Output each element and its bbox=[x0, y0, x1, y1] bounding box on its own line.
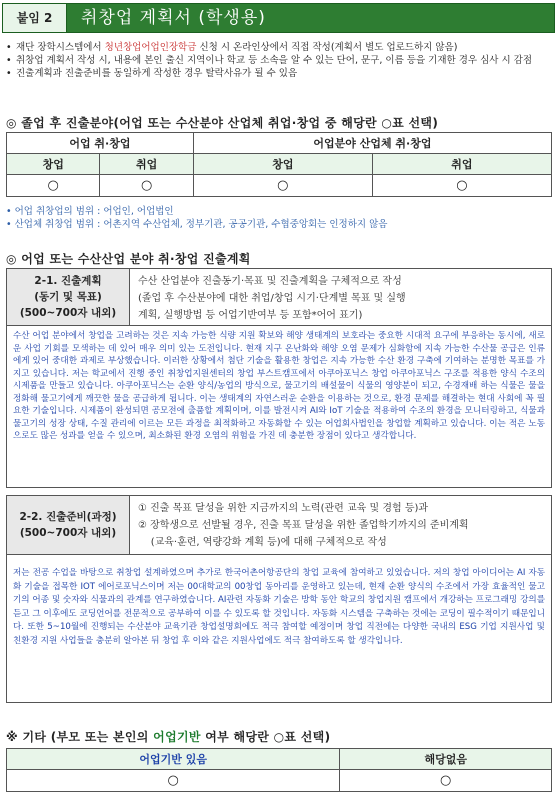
select-mark[interactable]: ○ bbox=[7, 175, 100, 197]
instruction-notes bbox=[6, 41, 554, 80]
plan-label-line: (동기 및 목표) bbox=[34, 291, 102, 303]
plan-header-box bbox=[6, 268, 552, 326]
select-mark[interactable]: ○ bbox=[340, 770, 552, 792]
prep-header-box bbox=[6, 495, 552, 555]
prep-label-line: 2-2. 진출준비(과정) bbox=[19, 511, 117, 523]
section3-title bbox=[6, 728, 330, 745]
select-mark[interactable]: ○ bbox=[193, 175, 372, 197]
col-header: 해당없음 bbox=[340, 749, 552, 770]
col-header: 어업기반 있음 bbox=[7, 749, 340, 770]
plan-guide-line: (졸업 후 수산분야에 대한 취업/창업 시기·단계별 목표 및 실행 bbox=[138, 293, 406, 304]
plan-guide-line: 계획, 실행방법 등 어업기반여부 등 포함*어어 표기) bbox=[138, 310, 363, 321]
note-item bbox=[6, 41, 554, 54]
prep-label bbox=[7, 496, 130, 554]
note-item bbox=[6, 67, 554, 80]
bullet-icon: • bbox=[6, 55, 12, 66]
bullet-icon: • bbox=[6, 42, 12, 53]
plan-guide bbox=[130, 269, 551, 325]
scope-note: • 어업 취창업의 범위 : 어업인, 어업법인 bbox=[6, 206, 174, 217]
plan-label-line: (500~700자 내외) bbox=[19, 307, 117, 319]
prep-guide bbox=[130, 496, 551, 554]
note-text-2: 취창업 계획서 작성 시, 내용에 본인 출신 지역이나 학교 등 소속을 알 수 있는 단어, 문구, 이름 등을 기재한 경우 심사 시 감점 bbox=[16, 55, 532, 66]
page-title: 취창업 계획서 (학생용) bbox=[81, 8, 266, 28]
plan-guide-line: 수산 산업분야 진출동기·목표 및 진출계획을 구체적으로 작성 bbox=[138, 276, 402, 287]
select-mark[interactable]: ○ bbox=[100, 175, 193, 197]
section1-title-suffix: 표 선택) bbox=[392, 116, 439, 130]
fishery-base-table bbox=[6, 748, 552, 792]
scope-notes bbox=[6, 205, 387, 231]
col-header: 창업 bbox=[193, 154, 372, 175]
plan-answer-text[interactable]: 수산 어업 분야에서 창업을 고려하는 것은 지속 가능한 식량 지원 확보와 해양 생태계의 보호라는 중요한 시대적 요구에 부응하는 동시에, 새로운 사업 기회를 모색하는 데 있어 매우 의미 있는 도전입니다. 현재 지구 온난화와 해양 오염 문제가 심화함에 지속 가능한 수산물 공급은 인류에게 있어 중대한 과제로 부상했습니다. 이러한 상황에서 첨단 기술을 활용한 창업은 지속 가능한 수산 환경 구축에 기여하는 분명한 목표를 가지고 있습니다. 저는 학교에서 진행 중인 취창업지원센터의 창업 부스트캠프에서 아쿠아포닉스 창업 아쿠아포닉스 구조를 적용한 양식 수조의 시제품을 만들고 있습니다. 아쿠아포닉스는 순환 양식/농업의 방식으로, 물고기의 배설물이 식물의 영양분이 되고, 수경재배 하는 식물은 물을 정화해 물고기에게 깨끗한 물을 공급하게 됩니다. 이는 생태계의 자연스러운 순환을 이용하는 것으로, 환경 문제를 해결하는 현대 사회에 꼭 필요한 기술입니다. 시제품이 완성되면 공모전에 출품할 계획이며, 이를 발전시켜 AI와 IoT 기술을 적용하여 수조의 환경을 모니터링하고, 식물과 물고기의 성장 상태, 수질 관리에 이르는 모든 과정을 최적화하고 자동화할 수 있는 어업회사법인을 창업할 계획하고 있습니다. 이는 적은 노동으로도 많은 성과를 얻을 수 있으며, 최소화된 환경 오염의 위험을 가진 데 충분한 장점이 있다고 생각합니다. bbox=[6, 326, 552, 488]
prep-guide-line: ① 진출 목표 달성을 위한 지금까지의 노력(관련 교육 및 경험 등)과 bbox=[138, 503, 429, 514]
header-banner bbox=[2, 3, 555, 33]
prep-label-line: (500~700자 내외) bbox=[19, 527, 117, 539]
group-fishery: 어업 취·창업 bbox=[7, 133, 194, 154]
select-mark[interactable]: ○ bbox=[7, 770, 340, 792]
section3-title-prefix: ※ 기타 (부모 또는 본인의 bbox=[6, 730, 154, 744]
plan-label bbox=[7, 269, 130, 325]
prep-guide-line: (교육·훈련, 역량강화 계획 등)에 대해 구체적으로 작성 bbox=[138, 537, 387, 548]
col-header: 창업 bbox=[7, 154, 100, 175]
bullet-icon: • bbox=[6, 68, 12, 79]
select-mark[interactable]: ○ bbox=[372, 175, 551, 197]
career-field-table bbox=[6, 132, 552, 197]
section3-title-highlight: 어업기반 bbox=[153, 730, 201, 744]
prep-answer-text[interactable]: 저는 전공 수업을 바탕으로 취창업 설계하였으며 추가로 한국어촌어항공단의 창업 교육에 참여하고 있었습니다. 저의 창업 아이디어는 AI 자동화 기술을 접목한 IOT 에어로포닉스이며 저는 00대학교의 00창업 동아리를 운영하고 있는데, 현재 순환 양식의 수조에서 가장 효율적인 물고기의 어종 및 숫자와 식물과의 관계를 연구하였습니다. AI관련 자동화 기술은 방학 동안 학교의 창업지원 캠프에서 개강하는 프로그래밍 강의를 듣고 그 이후에도 코딩언어를 전문적으로 공부하여 이를 수 있도록 할 것입니다. 자동화 시스템을 구축하는 것에는 코딩이 필수적이기 때문입니다. 또한 5~10월에 진행되는 수산분야 교육기관 창업설명회에도 적극 참여할 예정이며 창업 직전에는 다양한 국내의 ESG 기업 지원사업 및 친환경 지원 사업들을 충분히 알아본 뒤 창업 후 이와 같은 지원사업에도 적극 참여하도록 할 생각입니다. bbox=[6, 555, 552, 703]
prep-guide-line: ② 장학생으로 선발될 경우, 진출 목표 달성을 위한 졸업학기까지의 준비계획 bbox=[138, 520, 469, 531]
scope-note: • 산업체 취창업 범위 : 어촌지역 수산업체, 정부기관, 공공기관, 수협중앙회는 인정하지 않음 bbox=[6, 219, 388, 230]
col-header: 취업 bbox=[100, 154, 193, 175]
highlight-phrase: 청년창업어업인장학금 bbox=[104, 42, 197, 53]
group-industry: 어업분야 산업체 취·창업 bbox=[193, 133, 551, 154]
plan-label-line: 2-1. 진출계획 bbox=[34, 275, 102, 287]
section1-title-prefix: ◎ 졸업 후 진출분야(어업 또는 수산분야 산업체 취업·창업 중 해당란 bbox=[6, 116, 382, 130]
section1-title bbox=[6, 114, 438, 131]
note-text-1: 재단 장학시스템에서 청년창업어업인장학금 신청 시 온라인상에서 직접 작성(계획서 별도 업로드하지 않음) bbox=[16, 42, 458, 53]
col-header: 취업 bbox=[372, 154, 551, 175]
note-text-3: 진출계획과 진출준비를 동일하게 작성한 경우 탈락사유가 될 수 있음 bbox=[16, 68, 298, 79]
section2-title: ◎ 어업 또는 수산산업 분야 취·창업 진출계획 bbox=[6, 252, 251, 266]
section3-title-suffix: 여부 해당란 ○표 선택) bbox=[200, 730, 331, 744]
attachment-tag: 붙임 2 bbox=[3, 4, 67, 32]
note-item bbox=[6, 54, 554, 67]
section1-title-circle: ○ bbox=[381, 116, 393, 130]
